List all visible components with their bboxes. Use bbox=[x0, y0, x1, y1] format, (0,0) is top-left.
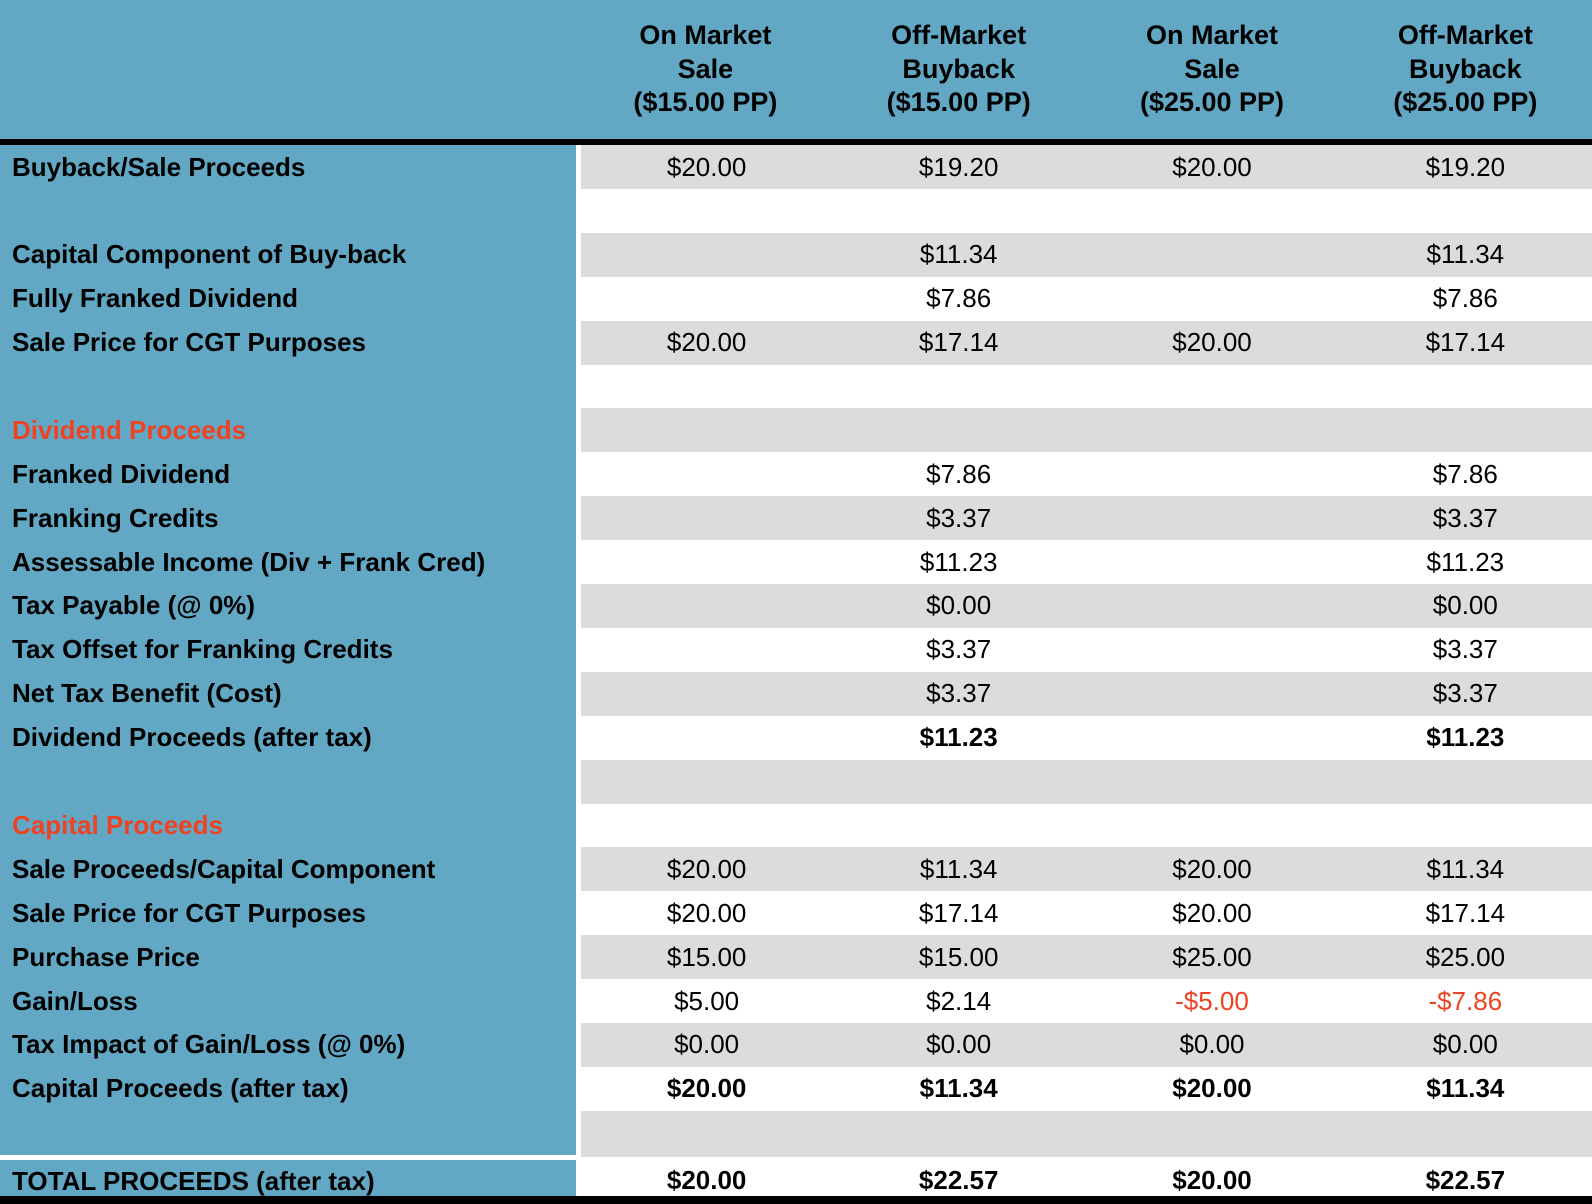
cell-value bbox=[579, 277, 832, 321]
cell-value bbox=[1085, 365, 1338, 409]
cell-value bbox=[579, 452, 832, 496]
cell-value: $3.37 bbox=[832, 496, 1085, 540]
row-label: Purchase Price bbox=[0, 935, 579, 979]
cell-value: $11.23 bbox=[832, 716, 1085, 760]
cell-value bbox=[1339, 804, 1592, 848]
cell-value: $0.00 bbox=[1339, 1023, 1592, 1067]
header-row bbox=[0, 0, 1592, 142]
cell-value bbox=[1085, 540, 1338, 584]
cell-value bbox=[579, 716, 832, 760]
table-spacer-row bbox=[0, 189, 1592, 233]
cell-value: $20.00 bbox=[1085, 847, 1338, 891]
row-label: Fully Franked Dividend bbox=[0, 277, 579, 321]
cell-value: $25.00 bbox=[1085, 935, 1338, 979]
header-line-3: ($25.00 PP) bbox=[1139, 87, 1285, 118]
cell-value bbox=[832, 804, 1085, 848]
cell-value: $19.20 bbox=[832, 142, 1085, 189]
header-line-1: On Market bbox=[639, 19, 772, 50]
cell-value bbox=[579, 628, 832, 672]
column-header-off-market-buyback-25 bbox=[1339, 0, 1592, 142]
cell-value bbox=[1085, 496, 1338, 540]
table-row bbox=[0, 321, 1592, 365]
cell-value bbox=[832, 408, 1085, 452]
table-row bbox=[0, 628, 1592, 672]
table-body bbox=[0, 142, 1592, 1204]
cell-value: $25.00 bbox=[1339, 935, 1592, 979]
cell-value: $17.14 bbox=[832, 321, 1085, 365]
table-row bbox=[0, 1067, 1592, 1111]
cell-value bbox=[1085, 452, 1338, 496]
column-header-on-market-sale-15 bbox=[579, 0, 832, 142]
table-spacer-row bbox=[0, 1111, 1592, 1158]
header-line-1: Off-Market bbox=[891, 19, 1027, 50]
cell-value: $11.34 bbox=[832, 233, 1085, 277]
cell-value: $15.00 bbox=[579, 935, 832, 979]
row-label bbox=[0, 1111, 579, 1158]
cell-value: $20.00 bbox=[579, 891, 832, 935]
cell-value bbox=[1085, 277, 1338, 321]
row-label: Capital Proceeds (after tax) bbox=[0, 1067, 579, 1111]
table-row bbox=[0, 979, 1592, 1023]
cell-value bbox=[579, 584, 832, 628]
row-label: Assessable Income (Div + Frank Cred) bbox=[0, 540, 579, 584]
bottom-rule bbox=[0, 1196, 1592, 1204]
cell-value bbox=[579, 540, 832, 584]
cell-value: $20.00 bbox=[1085, 1157, 1338, 1204]
cell-value bbox=[579, 1111, 832, 1158]
cell-value bbox=[579, 189, 832, 233]
cell-value: $20.00 bbox=[579, 321, 832, 365]
cell-value bbox=[832, 189, 1085, 233]
table-row bbox=[0, 277, 1592, 321]
cell-value bbox=[1085, 672, 1338, 716]
cell-value: $5.00 bbox=[579, 979, 832, 1023]
row-label: TOTAL PROCEEDS (after tax) bbox=[0, 1157, 579, 1204]
row-label: Dividend Proceeds (after tax) bbox=[0, 716, 579, 760]
cell-value bbox=[579, 496, 832, 540]
row-label: Sale Proceeds/Capital Component bbox=[0, 847, 579, 891]
cell-value: $22.57 bbox=[832, 1157, 1085, 1204]
table-row bbox=[0, 672, 1592, 716]
table-row bbox=[0, 452, 1592, 496]
cell-value: $11.34 bbox=[1339, 1067, 1592, 1111]
cell-value bbox=[1339, 189, 1592, 233]
cell-value: $17.14 bbox=[1339, 891, 1592, 935]
table-row bbox=[0, 847, 1592, 891]
table-row bbox=[0, 233, 1592, 277]
row-label: Tax Payable (@ 0%) bbox=[0, 584, 579, 628]
row-label: Net Tax Benefit (Cost) bbox=[0, 672, 579, 716]
cell-value bbox=[832, 1111, 1085, 1158]
header-line-3: ($25.00 PP) bbox=[1393, 87, 1538, 118]
cell-value: $7.86 bbox=[832, 452, 1085, 496]
table-row bbox=[0, 142, 1592, 189]
cell-value bbox=[1085, 584, 1338, 628]
cell-value: $3.37 bbox=[832, 628, 1085, 672]
cell-value: $20.00 bbox=[1085, 1067, 1338, 1111]
table-row bbox=[0, 804, 1592, 848]
cell-value bbox=[579, 760, 832, 804]
header-line-2: Sale bbox=[677, 53, 734, 84]
row-label: Tax Offset for Franking Credits bbox=[0, 628, 579, 672]
table-row bbox=[0, 935, 1592, 979]
header-line-1: On Market bbox=[1145, 19, 1279, 50]
table-spacer-row bbox=[0, 760, 1592, 804]
cell-value: $20.00 bbox=[1085, 321, 1338, 365]
cell-value: $7.86 bbox=[1339, 277, 1592, 321]
cell-value: $7.86 bbox=[832, 277, 1085, 321]
cell-value bbox=[1085, 189, 1338, 233]
cell-value: $19.20 bbox=[1339, 142, 1592, 189]
row-label: Sale Price for CGT Purposes bbox=[0, 891, 579, 935]
cell-value bbox=[1085, 1111, 1338, 1158]
cell-value bbox=[832, 760, 1085, 804]
cell-value bbox=[1339, 408, 1592, 452]
cell-value: $20.00 bbox=[579, 1067, 832, 1111]
cell-value bbox=[1339, 760, 1592, 804]
header-corner bbox=[0, 0, 579, 142]
cell-value: $11.34 bbox=[1339, 233, 1592, 277]
cell-value bbox=[1339, 365, 1592, 409]
table-row bbox=[0, 716, 1592, 760]
cell-value: -$5.00 bbox=[1085, 979, 1338, 1023]
cell-value bbox=[1085, 408, 1338, 452]
cell-value: $11.23 bbox=[832, 540, 1085, 584]
cell-value: $11.23 bbox=[1339, 540, 1592, 584]
section-label: Capital Proceeds bbox=[0, 804, 579, 848]
row-label bbox=[0, 365, 579, 409]
cell-value bbox=[1085, 233, 1338, 277]
cell-value bbox=[1085, 760, 1338, 804]
cell-value: $20.00 bbox=[1085, 142, 1338, 189]
cell-value: $22.57 bbox=[1339, 1157, 1592, 1204]
cell-value bbox=[1085, 628, 1338, 672]
row-label: Buyback/Sale Proceeds bbox=[0, 142, 579, 189]
cell-value bbox=[579, 233, 832, 277]
table-row bbox=[0, 540, 1592, 584]
header-line-1: Off-Market bbox=[1397, 19, 1533, 50]
cell-value: $15.00 bbox=[832, 935, 1085, 979]
row-label: Gain/Loss bbox=[0, 979, 579, 1023]
column-header-off-market-buyback-15 bbox=[832, 0, 1085, 142]
table-spacer-row bbox=[0, 365, 1592, 409]
cell-value: $7.86 bbox=[1339, 452, 1592, 496]
section-label: Dividend Proceeds bbox=[0, 408, 579, 452]
cell-value: -$7.86 bbox=[1339, 979, 1592, 1023]
cell-value bbox=[579, 804, 832, 848]
cell-value: $3.37 bbox=[832, 672, 1085, 716]
cell-value: $0.00 bbox=[832, 1023, 1085, 1067]
cell-value bbox=[832, 365, 1085, 409]
cell-value bbox=[1085, 804, 1338, 848]
cell-value bbox=[1339, 1111, 1592, 1158]
row-label: Tax Impact of Gain/Loss (@ 0%) bbox=[0, 1023, 579, 1067]
header-line-2: Sale bbox=[1184, 53, 1240, 84]
row-label bbox=[0, 760, 579, 804]
cell-value: $20.00 bbox=[1085, 891, 1338, 935]
table-header bbox=[0, 0, 1592, 142]
cell-value: $20.00 bbox=[579, 142, 832, 189]
cell-value: $17.14 bbox=[832, 891, 1085, 935]
cell-value bbox=[579, 365, 832, 409]
cell-value: $3.37 bbox=[1339, 628, 1592, 672]
cell-value: $20.00 bbox=[579, 847, 832, 891]
cell-value: $0.00 bbox=[1339, 584, 1592, 628]
row-label bbox=[0, 189, 579, 233]
cell-value: $0.00 bbox=[1085, 1023, 1338, 1067]
cell-value: $0.00 bbox=[832, 584, 1085, 628]
cell-value: $20.00 bbox=[579, 1157, 832, 1204]
cell-value: $11.34 bbox=[832, 847, 1085, 891]
row-label: Sale Price for CGT Purposes bbox=[0, 321, 579, 365]
table-row bbox=[0, 496, 1592, 540]
cell-value bbox=[579, 672, 832, 716]
row-label: Franking Credits bbox=[0, 496, 579, 540]
cell-value: $0.00 bbox=[579, 1023, 832, 1067]
header-line-2: Buyback bbox=[902, 53, 1015, 84]
cell-value: $3.37 bbox=[1339, 496, 1592, 540]
cell-value bbox=[1085, 716, 1338, 760]
table-row bbox=[0, 1023, 1592, 1067]
cell-value: $3.37 bbox=[1339, 672, 1592, 716]
table-row bbox=[0, 584, 1592, 628]
cell-value: $11.34 bbox=[832, 1067, 1085, 1111]
header-line-3: ($15.00 PP) bbox=[633, 87, 778, 118]
cell-value: $11.23 bbox=[1339, 716, 1592, 760]
cell-value: $17.14 bbox=[1339, 321, 1592, 365]
row-label: Franked Dividend bbox=[0, 452, 579, 496]
row-label: Capital Component of Buy-back bbox=[0, 233, 579, 277]
header-line-3: ($15.00 PP) bbox=[886, 87, 1031, 118]
cell-value: $2.14 bbox=[832, 979, 1085, 1023]
header-line-2: Buyback bbox=[1409, 53, 1522, 84]
table-row bbox=[0, 891, 1592, 935]
table-row bbox=[0, 408, 1592, 452]
cell-value: $11.34 bbox=[1339, 847, 1592, 891]
column-header-on-market-sale-25 bbox=[1085, 0, 1338, 142]
cell-value bbox=[579, 408, 832, 452]
